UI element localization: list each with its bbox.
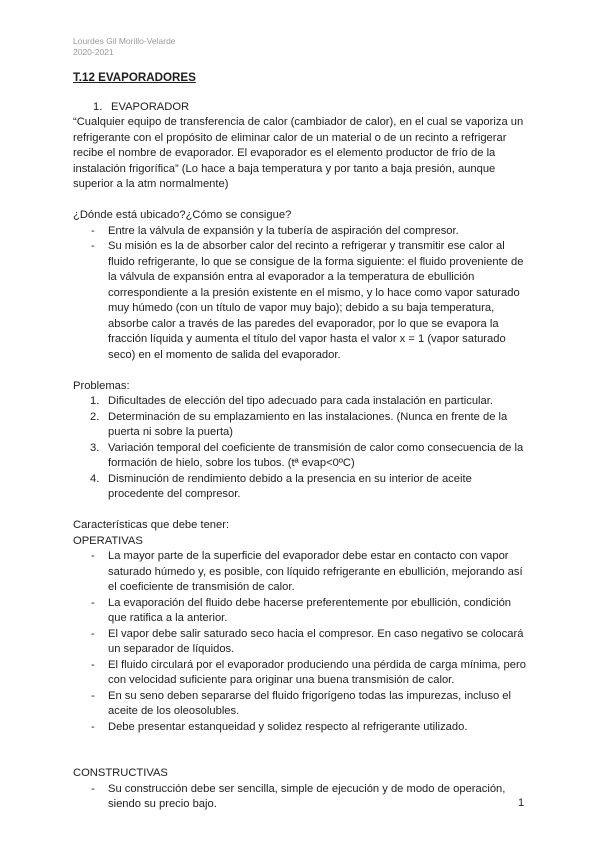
section-heading-text: EVAPORADOR: [111, 100, 190, 113]
list-item: 2. Determinación de su emplazamiento en las instalaciones. (Nunca en frente de la puerta ni sobre la puerta): [90, 410, 508, 438]
list-item: - El vapor debe salir saturado seco hacia el compresor. En caso negativo se colocará un separador de líquidos.: [91, 627, 524, 655]
definition-paragraph: “Cualquier equipo de transferencia de calor (cambiador de calor), en el cual se vaporiza un refrigerante con el propósito de eliminar calor de un material o de un recinto a refrigerar recibe el nombre de evaporador. El evaporador es el elemento productor de frío de la instalación frigorífica” (Lo hace a baja temperatura y por tanto a baja presión, aunque superior a la atm normalmente): [73, 116, 524, 190]
list-item: 4. Disminución de rendimiento debido a la presencia en su interior de aceite procedente del compresor.: [90, 472, 472, 500]
list-item: - Entre la válvula de expansión y la tubería de aspiración del compresor.: [91, 224, 459, 237]
author-name: Lourdes Gil Morillo-Velarde: [73, 36, 176, 46]
list-item: - La evaporación del fluido debe hacerse preferentemente por ebullición, condición que ratifica a la anterior.: [91, 596, 512, 624]
running-header: [73, 36, 176, 58]
list-item: - La mayor parte de la superficie del evaporador debe estar en contacto con vapor saturado húmedo y, es posible, con líquido refrigerante en ebullición, mejorando así el coeficiente de transmisión de calor.: [91, 550, 523, 593]
location-question: ¿Dónde está ubicado?¿Cómo se consigue?: [73, 209, 292, 221]
list-item: - Debe presentar estanqueidad y solidez respecto al refrigerante utilizado.: [91, 720, 468, 733]
characteristics-heading: Características que debe tener:: [73, 519, 230, 531]
section-heading-evaporador: [73, 100, 528, 116]
operational-list: [73, 549, 528, 735]
list-item: 1. Dificultades de elección del tipo adecuado para cada instalación en particular.: [90, 395, 493, 407]
list-item: - En su seno deben separarse del fluido frigorígeno todas las impurezas, incluso el aceite de los oleosolubles.: [91, 689, 511, 717]
list-item: 3. Variación temporal del coeficiente de transmisión de calor como consecuencia de la formación de hielo, sobre los tubos. (tª evap<0ºC): [90, 441, 524, 469]
constructive-list: [73, 782, 528, 813]
problems-heading: Problemas:: [73, 379, 130, 392]
list-item: - Su misión es la de absorber calor del recinto a refrigerar y transmitir ese calor al fluido refrigerante, lo que se consigue de la forma siguiente: el fluido proveniente de la válvula de expansión entra al evaporador a la temperatura de ebullición correspondiente a la presión existente en el mismo, y lo hace como vapor saturado muy húmedo (con un título de vapor muy bajo); debido a su baja temperatura, absorbe calor a través de las paredes del evaporador, por lo que se evapora la fracción líquida y aumenta el título del vapor hasta el valor x = 1 (vapor saturado seco) en el momento de salida del evaporador.: [91, 240, 524, 361]
list-item: - El fluido circulará por el evaporador produciendo una pérdida de carga mínima, pero con velocidad suficiente para originar una buena transmisión de calor.: [91, 658, 526, 686]
problems-list: [73, 394, 528, 503]
operational-heading: OPERATIVAS: [73, 534, 143, 547]
document-body: [73, 70, 528, 813]
section-number: 1.: [93, 100, 103, 113]
location-list: [73, 224, 528, 364]
page-number: 1: [518, 797, 525, 809]
constructive-heading: CONSTRUCTIVAS: [73, 767, 168, 779]
list-item: - Su construcción debe ser sencilla, simple de ejecución y de modo de operación, siendo su precio bajo.: [91, 782, 506, 810]
page-title: T.12 EVAPORADORES: [73, 71, 196, 84]
academic-year: 2020-2021: [73, 47, 114, 57]
